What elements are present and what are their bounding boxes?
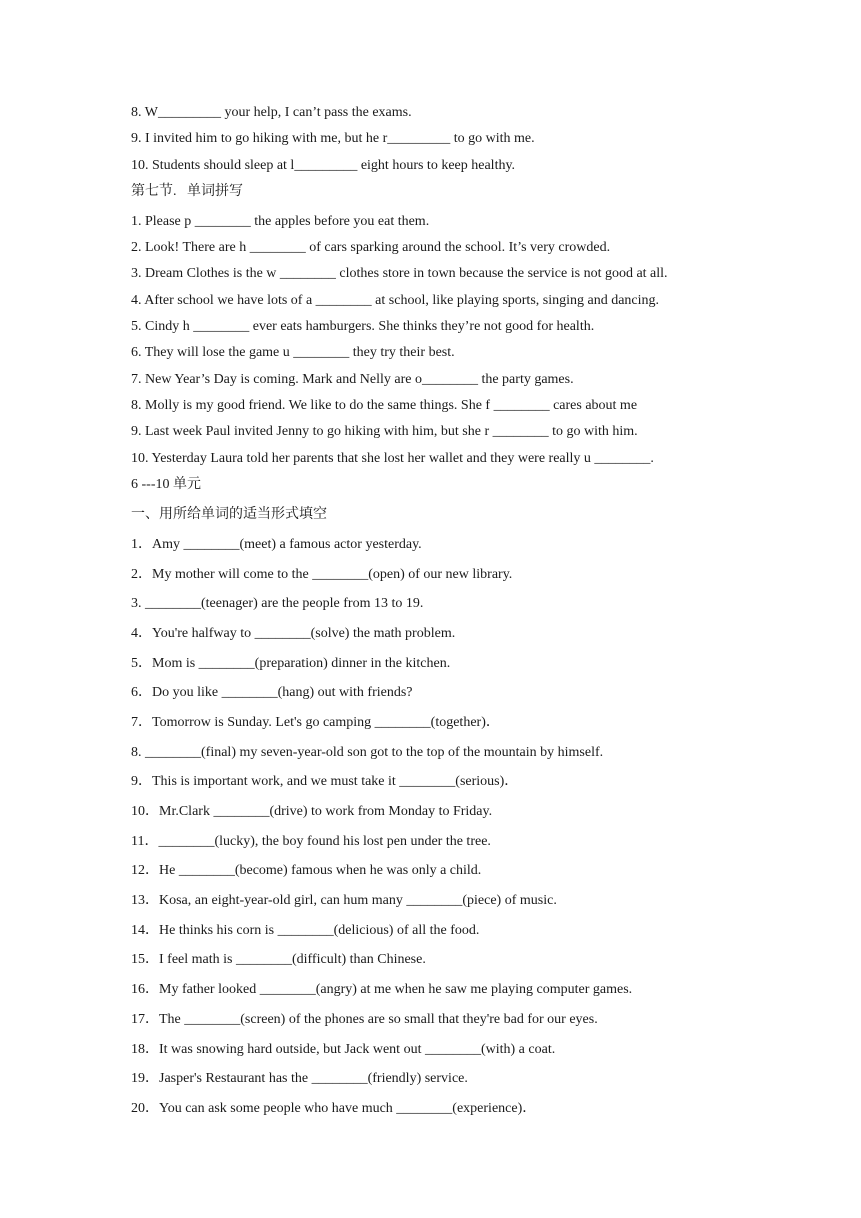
exercise-line: 7．Tomorrow is Sunday. Let's go camping ________(together)． bbox=[131, 714, 500, 730]
exercise-line: 4．You're halfway to ________(solve) the math problem. bbox=[131, 625, 456, 641]
unit-heading: 6 ---10 单元 bbox=[131, 476, 201, 492]
exercise-line: 12．He ________(become) famous when he was only a child. bbox=[131, 863, 482, 879]
section-seven-word-spelling bbox=[131, 183, 731, 506]
exercise-line: 2. Look! There are h ________ of cars sparking around the school. It’s very crowded. bbox=[131, 240, 611, 256]
exercise-line: 1．Amy ________(meet) a famous actor yesterday. bbox=[131, 536, 422, 552]
exercise-line: 9. Last week Paul invited Jenny to go hiking with him, but she r ________ to go with him. bbox=[131, 424, 638, 440]
exercise-line: 11．________(lucky), the boy found his lost pen under the tree. bbox=[131, 833, 491, 849]
exercise-line: 4. After school we have lots of a ________ at school, like playing sports, singing and dancing. bbox=[131, 292, 660, 308]
exercise-line: 5. Cindy h ________ ever eats hamburgers. She thinks they’re not good for health. bbox=[131, 319, 595, 335]
section-heading: 一、用所给单词的适当形式填空 bbox=[131, 506, 327, 522]
previous-section-tail bbox=[131, 104, 731, 183]
exercise-line: 15．I feel math is ________(difficult) than Chinese. bbox=[131, 952, 426, 968]
exercise-line: 2．My mother will come to the ________(open) of our new library. bbox=[131, 566, 513, 582]
exercise-line: 10. Students should sleep at l_________ eight hours to keep healthy. bbox=[131, 157, 516, 173]
exercise-line: 19．Jasper's Restaurant has the ________(friendly) service. bbox=[131, 1071, 468, 1087]
exercise-line: 13．Kosa, an eight-year-old girl, can hum many ________(piece) of music. bbox=[131, 893, 557, 909]
exercise-line: 9. I invited him to go hiking with me, but he r_________ to go with me. bbox=[131, 131, 535, 147]
exercise-line: 14．He thinks his corn is ________(delicious) of all the food. bbox=[131, 922, 480, 938]
section-heading: 第七节. 单词拼写 bbox=[131, 183, 243, 199]
exercise-line: 5．Mom is ________(preparation) dinner in the kitchen. bbox=[131, 655, 451, 671]
exercise-line: 6. They will lose the game u ________ they try their best. bbox=[131, 345, 455, 361]
exercise-line: 1. Please p ________ the apples before you eat them. bbox=[131, 213, 430, 229]
exercise-line: 7. New Year’s Day is coming. Mark and Nelly are o________ the party games. bbox=[131, 371, 574, 387]
worksheet-page bbox=[131, 104, 731, 1130]
section-word-forms bbox=[131, 506, 731, 1130]
exercise-line: 8. ________(final) my seven-year-old son got to the top of the mountain by himself. bbox=[131, 744, 604, 760]
exercise-line: 9．This is important work, and we must take it ________(serious)． bbox=[131, 774, 519, 790]
exercise-line: 10. Yesterday Laura told her parents that she lost her wallet and they were really u ________. bbox=[131, 450, 654, 466]
exercise-line: 20．You can ask some people who have much ________(experience)． bbox=[131, 1100, 537, 1116]
exercise-line: 18．It was snowing hard outside, but Jack went out ________(with) a coat. bbox=[131, 1041, 556, 1057]
exercise-line: 6．Do you like ________(hang) out with friends? bbox=[131, 685, 413, 701]
exercise-line: 16．My father looked ________(angry) at me when he saw me playing computer games. bbox=[131, 982, 633, 998]
exercise-line: 10．Mr.Clark ________(drive) to work from Monday to Friday. bbox=[131, 804, 493, 820]
exercise-line: 8. W_________ your help, I can’t pass the exams. bbox=[131, 105, 412, 120]
exercise-line: 3. ________(teenager) are the people from 13 to 19. bbox=[131, 596, 424, 612]
exercise-line: 17．The ________(screen) of the phones are so small that they're bad for our eyes. bbox=[131, 1011, 598, 1027]
exercise-line: 3. Dream Clothes is the w ________ clothes store in town because the service is not good at all. bbox=[131, 266, 668, 282]
exercise-line: 8. Molly is my good friend. We like to do the same things. She f ________ cares about me bbox=[131, 397, 638, 413]
